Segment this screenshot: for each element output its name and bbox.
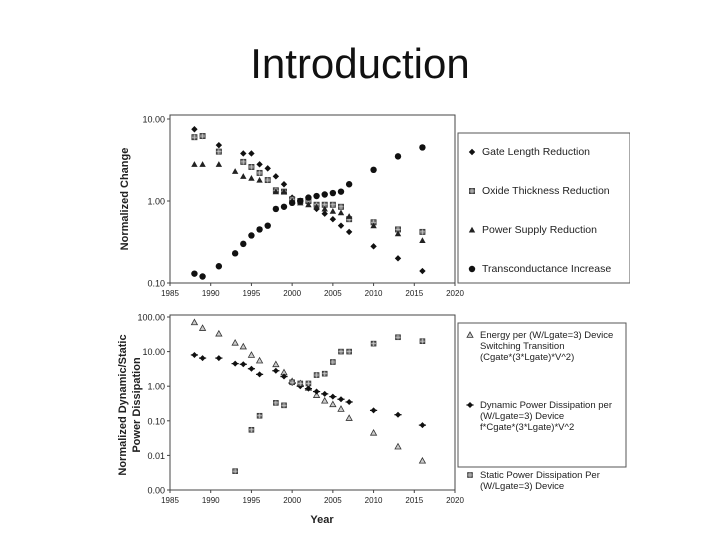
- data-point-1: [395, 444, 401, 449]
- plot-frame-bottom: [170, 315, 455, 490]
- data-point-4: [273, 206, 279, 212]
- data-point-1: [419, 268, 425, 274]
- y-tick-label: 100.00: [137, 312, 165, 323]
- data-point-2: [330, 202, 335, 207]
- data-point-2: [199, 355, 206, 361]
- data-point-3: [216, 161, 222, 167]
- data-point-4: [240, 241, 246, 247]
- data-point-3: [322, 371, 327, 376]
- y-tick-label: 10.00: [142, 114, 165, 125]
- data-point-2: [240, 361, 247, 367]
- x-tick-label: 2010: [364, 289, 383, 298]
- x-axis-label-bottom: Year: [310, 514, 334, 526]
- data-point-2: [191, 352, 198, 358]
- chart-bottom: [117, 313, 626, 527]
- data-point-2: [420, 229, 425, 234]
- data-point-2: [216, 149, 221, 154]
- data-point-2: [419, 422, 426, 428]
- y-axis-label-bottom: Normalized Dynamic/Static: [117, 334, 129, 476]
- data-point-3: [199, 161, 205, 167]
- data-point-3: [306, 381, 311, 386]
- data-point-3: [314, 373, 319, 378]
- data-point-1: [216, 142, 222, 148]
- data-point-1: [265, 165, 271, 171]
- data-point-1: [248, 150, 254, 156]
- data-point-1: [232, 340, 238, 345]
- legend-label-1: Switching Transition: [480, 341, 565, 352]
- data-point-3: [420, 339, 425, 344]
- data-point-3: [396, 335, 401, 340]
- data-point-4: [199, 273, 205, 279]
- data-point-1: [257, 358, 263, 363]
- data-point-2: [265, 178, 270, 183]
- data-point-4: [297, 198, 303, 204]
- legend-label-2: f*Cgate*(3*Lgate)*V^2: [480, 422, 575, 433]
- legend-marker-3: [468, 473, 473, 478]
- data-point-4: [313, 193, 319, 199]
- legend-label-1: Gate Length Reduction: [482, 146, 590, 158]
- data-point-2: [232, 361, 239, 367]
- x-tick-label: 2005: [323, 289, 342, 298]
- legend-label-1: Energy per (W/Lgate=3) Device: [480, 330, 614, 341]
- data-point-2: [313, 389, 320, 395]
- data-point-4: [289, 200, 295, 206]
- x-tick-label: 2020: [446, 289, 464, 298]
- data-point-4: [322, 191, 328, 197]
- data-point-2: [272, 368, 279, 374]
- data-point-2: [321, 391, 328, 397]
- data-point-1: [216, 331, 222, 336]
- data-point-4: [305, 194, 311, 200]
- x-tick-label: 1985: [161, 289, 179, 298]
- data-point-1: [273, 173, 279, 179]
- x-tick-label: 2000: [283, 289, 302, 298]
- data-point-2: [241, 159, 246, 164]
- legend-item-4: [469, 263, 612, 275]
- data-point-4: [395, 153, 401, 159]
- data-point-3: [347, 349, 352, 354]
- data-point-4: [419, 144, 425, 150]
- data-point-4: [346, 181, 352, 187]
- data-point-4: [281, 204, 287, 210]
- y-tick-label: 1.00: [147, 381, 165, 392]
- data-point-3: [240, 173, 246, 179]
- data-point-1: [330, 401, 336, 406]
- x-tick-label: 1990: [201, 289, 220, 298]
- data-point-2: [305, 386, 312, 392]
- data-point-1: [330, 216, 336, 222]
- data-point-3: [248, 175, 254, 181]
- data-point-1: [191, 126, 197, 132]
- data-point-4: [265, 222, 271, 228]
- x-tick-label: 2000: [283, 496, 302, 505]
- data-point-4: [248, 232, 254, 238]
- y-tick-label: 0.10: [147, 416, 165, 427]
- data-point-4: [191, 270, 197, 276]
- legend-item-3: [468, 470, 600, 492]
- legend-marker-2: [469, 188, 474, 193]
- data-point-3: [338, 209, 344, 215]
- data-point-2: [394, 412, 401, 418]
- x-tick-label: 1990: [201, 496, 220, 505]
- data-point-4: [330, 190, 336, 196]
- legend-label-3: Static Power Dissipation Per: [480, 470, 600, 481]
- y-axis-label-top: Normalized Change: [119, 147, 131, 251]
- x-tick-label: 2015: [405, 289, 424, 298]
- x-tick-label: 2010: [364, 496, 383, 505]
- data-point-2: [370, 407, 377, 413]
- legend-label-2: Dynamic Power Dissipation per: [480, 400, 612, 411]
- x-tick-label: 2020: [446, 496, 464, 505]
- data-point-3: [298, 381, 303, 386]
- data-point-4: [256, 226, 262, 232]
- data-point-3: [191, 161, 197, 167]
- data-point-4: [338, 188, 344, 194]
- data-point-3: [232, 168, 238, 174]
- data-point-1: [322, 398, 328, 403]
- data-point-4: [216, 263, 222, 269]
- legend-marker-4: [469, 266, 475, 272]
- data-point-2: [249, 164, 254, 169]
- data-point-3: [330, 208, 336, 214]
- data-point-2: [215, 355, 222, 361]
- data-point-1: [240, 150, 246, 156]
- data-point-1: [338, 222, 344, 228]
- data-point-3: [419, 237, 425, 243]
- x-tick-label: 2005: [323, 496, 342, 505]
- x-tick-label: 1995: [242, 496, 261, 505]
- data-point-1: [419, 458, 425, 463]
- data-point-2: [248, 366, 255, 372]
- data-point-2: [337, 396, 344, 402]
- legend-item-2: [469, 185, 609, 197]
- data-point-3: [249, 427, 254, 432]
- y-tick-label: 1.00: [147, 196, 165, 207]
- data-point-3: [273, 400, 278, 405]
- data-point-1: [370, 243, 376, 249]
- data-point-3: [256, 177, 262, 183]
- data-point-1: [273, 361, 279, 366]
- data-point-1: [281, 181, 287, 187]
- data-point-1: [395, 255, 401, 261]
- data-point-4: [370, 167, 376, 173]
- data-point-1: [240, 344, 246, 349]
- data-point-3: [346, 213, 352, 219]
- data-point-1: [200, 325, 206, 330]
- y-tick-label: 0.01: [147, 450, 165, 461]
- data-point-1: [256, 161, 262, 167]
- slide-title: Introduction: [250, 40, 470, 87]
- data-point-2: [200, 133, 205, 138]
- y-axis-label-bottom-line2: Power Dissipation: [131, 357, 143, 453]
- data-point-2: [256, 371, 263, 377]
- data-point-3: [257, 413, 262, 418]
- y-tick-label: 0.00: [147, 485, 165, 496]
- data-point-1: [338, 406, 344, 411]
- data-point-3: [339, 349, 344, 354]
- data-point-2: [257, 170, 262, 175]
- legend-label-1: (Cgate*(3*Lgate)*V^2): [480, 352, 575, 363]
- chart-top: [119, 115, 630, 299]
- data-point-1: [371, 430, 377, 435]
- legend-label-2: Oxide Thickness Reduction: [482, 185, 610, 197]
- legend-item-3: [469, 224, 597, 236]
- x-tick-label: 2015: [405, 496, 424, 505]
- data-point-3: [233, 469, 238, 474]
- legend-label-2: (W/Lgate=3) Device: [480, 411, 565, 422]
- data-point-3: [290, 380, 295, 385]
- data-point-1: [191, 319, 197, 324]
- data-point-3: [371, 341, 376, 346]
- y-tick-label: 0.10: [147, 278, 165, 289]
- figure-panel: [110, 105, 630, 530]
- data-point-1: [346, 229, 352, 235]
- data-point-3: [330, 360, 335, 365]
- data-point-4: [232, 250, 238, 256]
- plot-frame-top: [170, 115, 455, 283]
- data-point-2: [192, 135, 197, 140]
- data-point-2: [329, 394, 336, 400]
- data-point-1: [248, 352, 254, 357]
- y-tick-label: 10.00: [142, 347, 165, 358]
- data-point-2: [338, 204, 343, 209]
- legend-item-1: [469, 146, 590, 158]
- legend-label-4: Transconductance Increase: [482, 263, 612, 275]
- data-point-3: [282, 403, 287, 408]
- legend-label-3: Power Supply Reduction: [482, 224, 597, 236]
- x-tick-label: 1995: [242, 289, 261, 298]
- x-tick-label: 1985: [161, 496, 179, 505]
- data-point-1: [346, 415, 352, 420]
- data-point-2: [346, 399, 353, 405]
- legend-label-3: (W/Lgate=3) Device: [480, 481, 565, 492]
